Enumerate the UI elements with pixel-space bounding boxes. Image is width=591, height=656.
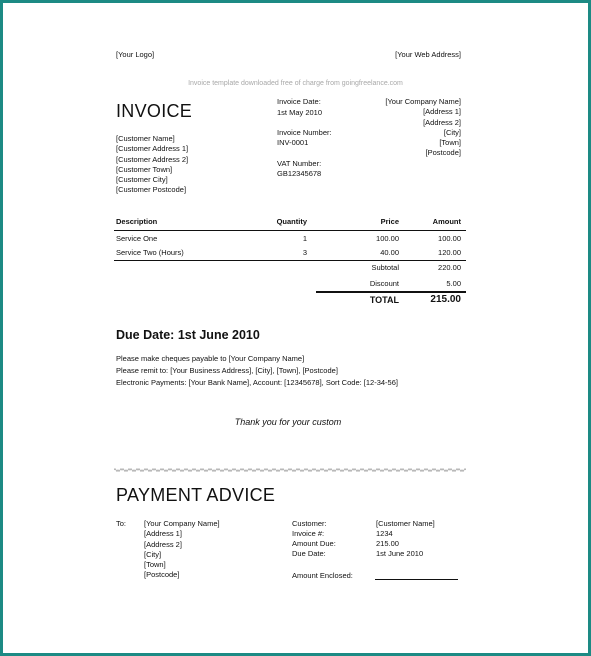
payment-instruction: Electronic Payments: [Your Bank Name], Account: [12345678], Sort Code: [12-34-56] <box>116 378 398 387</box>
advice-customer-label: Customer: <box>292 519 327 528</box>
row-1-amount: 100.00 <box>438 234 461 243</box>
remit-line: [Address 2] <box>144 539 182 549</box>
advice-invoice-value: 1234 <box>376 529 393 538</box>
remit-line: [Postcode] <box>144 570 180 580</box>
company-line: [Address 2] <box>423 117 461 127</box>
subtotal-value: 220.00 <box>438 263 461 272</box>
advice-due-date-label: Due Date: <box>292 549 326 558</box>
company-line: [Your Company Name] <box>385 97 461 106</box>
row-2-description: Service Two (Hours) <box>116 248 184 257</box>
tear-off-line <box>114 466 466 474</box>
row-2-quantity: 3 <box>302 248 307 257</box>
remit-address <box>144 519 220 581</box>
company-line: [Town] <box>439 138 461 148</box>
company-address <box>385 97 461 159</box>
amount-enclosed-field[interactable] <box>375 579 458 580</box>
company-line: [Postcode] <box>425 148 461 158</box>
advice-amount-due-value: 215.00 <box>376 539 399 548</box>
advice-customer-value: [Customer Name] <box>376 519 435 528</box>
thank-you-message: Thank you for your custom <box>234 417 342 427</box>
discount-label: Discount <box>369 279 399 288</box>
invoice-number-value: INV-0001 <box>277 138 309 147</box>
row-1-price: 100.00 <box>376 234 399 243</box>
logo-placeholder: [Your Logo] <box>116 50 155 59</box>
customer-line: [Customer Postcode] <box>116 185 187 195</box>
total-label: TOTAL <box>369 295 399 305</box>
advice-due-date-value: 1st June 2010 <box>376 549 424 558</box>
remit-line: [Town] <box>144 560 166 570</box>
col-amount-header: Amount <box>432 217 461 226</box>
remit-line: [Your Company Name] <box>144 519 220 528</box>
due-date-heading: Due Date: 1st June 2010 <box>116 328 260 342</box>
col-description-header: Description <box>116 217 158 226</box>
invoice-date-label: Invoice Date: <box>277 97 321 106</box>
vat-number-label: VAT Number: <box>277 159 322 168</box>
payment-instruction: Please make cheques payable to [Your Company Name] <box>116 354 305 363</box>
remit-line: [Address 1] <box>144 529 182 539</box>
table-body-rule <box>114 260 466 261</box>
customer-address <box>116 134 188 196</box>
row-1-description: Service One <box>116 234 158 243</box>
template-note: Invoice template downloaded free of charge from goingfreelance.com <box>188 80 403 87</box>
row-2-price: 40.00 <box>380 248 399 257</box>
company-line: [Address 1] <box>423 107 461 117</box>
customer-line: [Customer Address 2] <box>116 154 189 164</box>
row-2-amount: 120.00 <box>438 248 461 257</box>
col-quantity-header: Quantity <box>276 217 307 226</box>
customer-line: [Customer Name] <box>116 134 175 143</box>
advice-invoice-label: Invoice #: <box>292 529 325 538</box>
total-value: 215.00 <box>430 294 461 305</box>
customer-line: [Customer Town] <box>116 164 173 174</box>
table-header-rule <box>114 230 466 231</box>
company-line: [City] <box>443 127 461 137</box>
customer-line: [Customer Address 1] <box>116 144 189 154</box>
discount-value: 5.00 <box>446 279 461 288</box>
invoice-title: INVOICE <box>116 101 193 121</box>
to-label: To: <box>116 519 127 528</box>
invoice-number-label: Invoice Number: <box>277 128 332 137</box>
col-price-header: Price <box>380 217 399 226</box>
row-1-quantity: 1 <box>302 234 307 243</box>
customer-line: [Customer City] <box>116 175 168 185</box>
invoice-date-value: 1st May 2010 <box>277 108 323 117</box>
payment-instruction: Please remit to: [Your Business Address], [City], [Town], [Postcode] <box>116 366 338 375</box>
remit-line: [City] <box>144 549 162 559</box>
total-rule <box>316 291 466 293</box>
subtotal-label: Subtotal <box>371 263 399 272</box>
vat-number-value: GB12345678 <box>277 169 322 178</box>
payment-advice-title: PAYMENT ADVICE <box>116 485 276 505</box>
amount-enclosed-label: Amount Enclosed: <box>292 571 353 580</box>
web-address: [Your Web Address] <box>395 50 461 59</box>
advice-amount-due-label: Amount Due: <box>292 539 336 548</box>
